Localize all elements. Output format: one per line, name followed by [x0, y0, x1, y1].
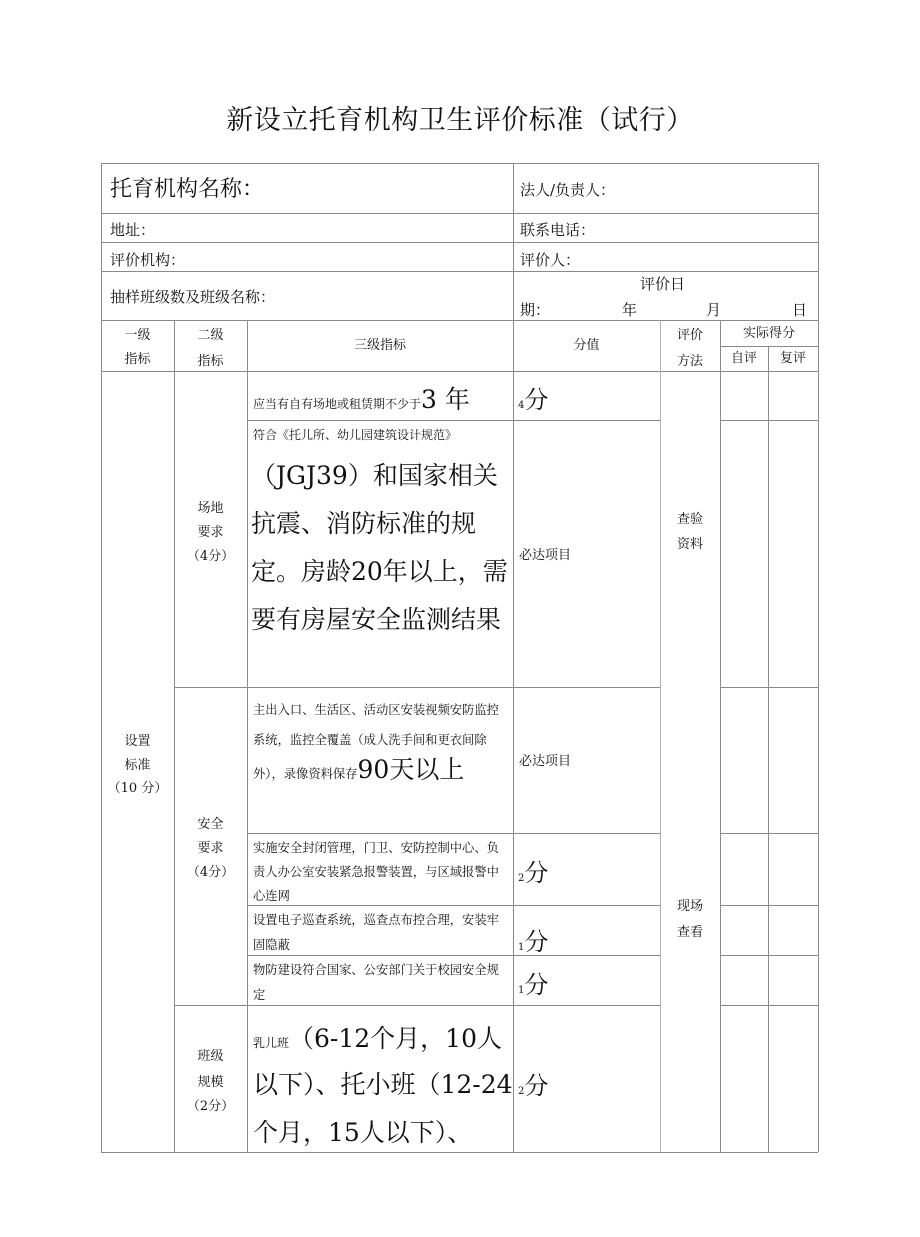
criterion-site-lease: 应当有自有场地或租赁期不少于3 年 [253, 385, 470, 414]
evaluator-label: 评价人： [520, 251, 581, 269]
criterion-class-size-line2: 以下）、托小班（12-24 [253, 1070, 513, 1099]
group-security-line2: 要求 [197, 841, 224, 856]
criterion-security-patrol: 设置电子巡查系统，巡查点布控合理，安装牢固隐蔽 [253, 913, 499, 952]
header-score: 分值 [573, 338, 600, 353]
header-level2-line2: 指标 [197, 354, 224, 369]
phone-label: 联系电话： [520, 221, 596, 239]
group-site-line3: （4分） [186, 549, 235, 564]
header-actual-score: 实际得分 [742, 326, 795, 341]
header-method-line2: 方法 [676, 354, 703, 369]
group-class-size-line1: 班级 [197, 1049, 224, 1064]
criterion-security-video: 主出入口、生活区、活动区安装视频安防监控系统，监控全覆盖（成人洗手间和更衣间除外），录像资料保存90天以上 [253, 703, 499, 784]
header-method-line1: 评价 [676, 328, 703, 343]
group-class-size-line2: 规模 [197, 1075, 224, 1090]
method-check-docs-line2: 资料 [676, 537, 703, 552]
group-security-line3: （4分） [186, 865, 235, 880]
group-site-line2: 要求 [197, 525, 224, 540]
score-security-patrol: 1分 [518, 928, 549, 956]
score-security-video: 必达项目 [519, 754, 572, 769]
criterion-site-building-small: 符合《托儿所、幼儿园建筑设计规范》 [253, 428, 458, 442]
criterion-site-building: （JGJ39）和国家相关抗震、消防标准的规定。房龄20年以上，需要有房屋安全监测结果 [251, 461, 508, 634]
method-check-docs-line1: 查验 [676, 512, 703, 527]
sample-classes-label: 抽样班级数及班级名称： [110, 288, 276, 306]
group-site-line1: 场地 [197, 501, 224, 516]
address-label: 地址： [110, 221, 156, 239]
eval-date-label: 评价日 [640, 275, 686, 293]
header-level1-line2: 指标 [124, 352, 151, 367]
eval-org-label: 评价机构： [110, 251, 186, 269]
score-site-lease: 4分 [518, 386, 549, 414]
header-level1-line1: 一级 [124, 328, 151, 343]
header-level2-line1: 二级 [197, 328, 224, 343]
criterion-security-physical: 物防建设符合国家、公安部门关于校园安全规定 [253, 963, 499, 1002]
level1-name-line3: （10 分） [107, 781, 168, 796]
page-title: 新设立托育机构卫生评价标准（试行） [226, 105, 694, 136]
month-label: 月 [706, 301, 722, 319]
level1-name-line2: 标准 [124, 758, 151, 773]
day-label: 日 [792, 301, 808, 319]
score-security-physical: 1分 [518, 971, 549, 999]
method-onsite-line2: 查看 [676, 925, 703, 940]
criterion-class-size-line1: 乳儿班（6-12个月，10人 [253, 1024, 502, 1053]
group-class-size-line3: （2分） [186, 1099, 235, 1114]
level1-name-line1: 设置 [124, 734, 151, 749]
year-label: 年 [622, 301, 638, 319]
org-name-label: 托育机构名称： [110, 177, 265, 202]
criterion-class-size-line3: 个月，15人以下）、 [253, 1118, 473, 1147]
score-security-alarm: 2分 [518, 859, 549, 887]
group-security-line1: 安全 [197, 817, 224, 832]
criterion-security-alarm: 实施安全封闭管理，门卫、安防控制中心、负责人办公室安装紧急报警装置，与区域报警中心连网 [253, 841, 499, 903]
legal-rep-label: 法人/负责人： [520, 181, 616, 199]
method-onsite-line1: 现场 [676, 899, 703, 914]
score-class-size: 2分 [518, 1072, 549, 1100]
header-level3: 三级指标 [353, 338, 406, 353]
header-review: 复评 [779, 351, 806, 366]
score-site-building: 必达项目 [519, 548, 572, 563]
header-self-eval: 自评 [730, 351, 757, 366]
eval-date-label-cont: 期： [520, 301, 551, 319]
